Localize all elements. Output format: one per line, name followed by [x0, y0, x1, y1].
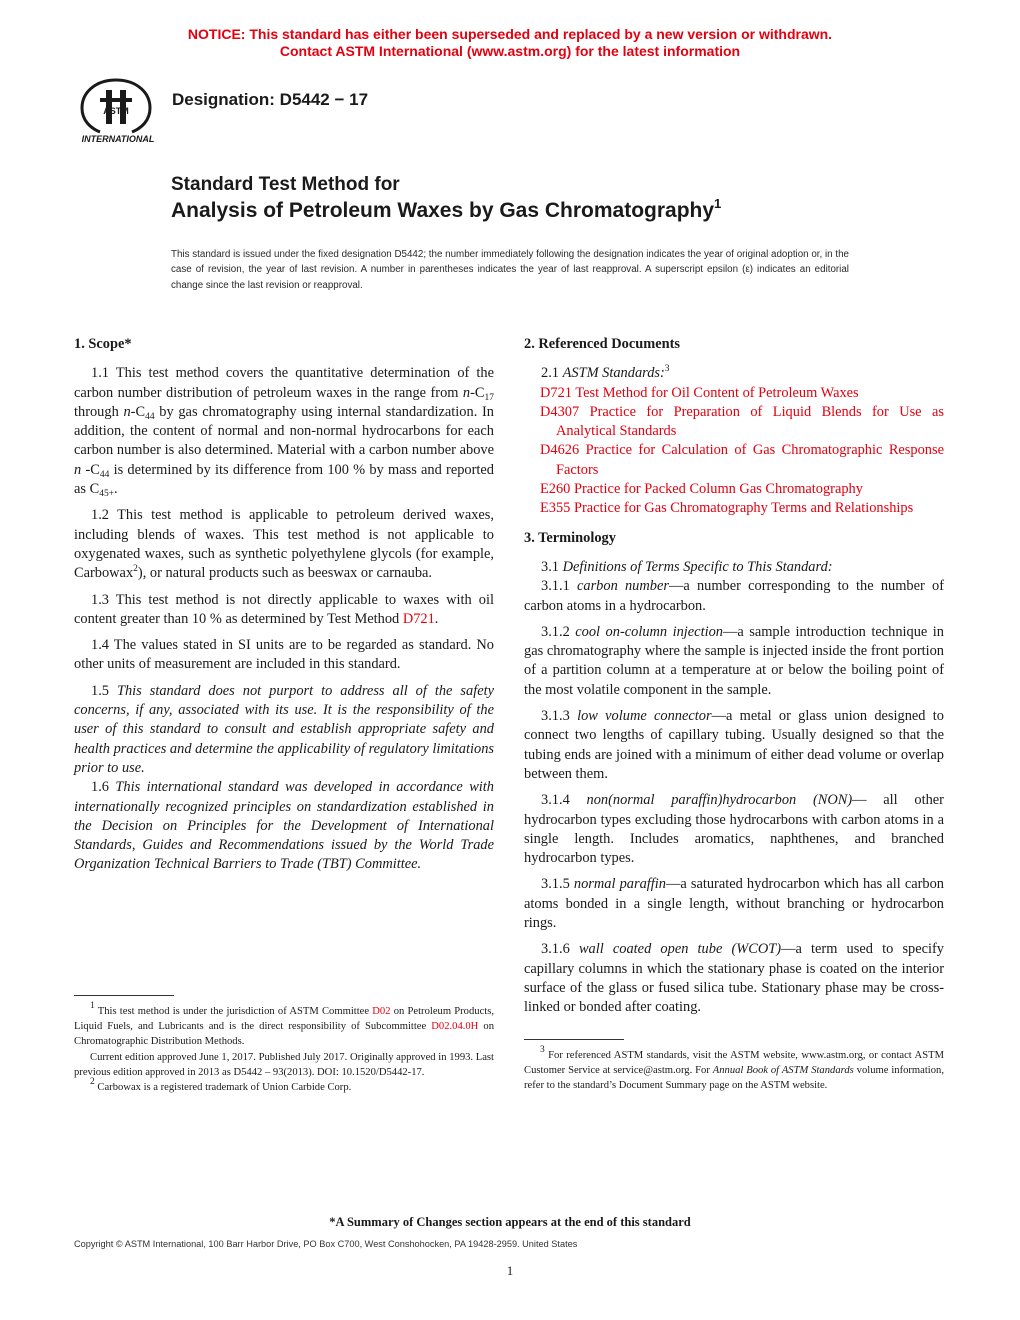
terminology-heading: 3. Terminology	[524, 529, 616, 546]
notice-banner	[0, 26, 1020, 60]
right-column	[524, 335, 944, 1018]
footnote-1-edition: Current edition approved June 1, 2017. Published July 2017. Originally approved in 1993. Last previous edition approved in 2013 as D5442 – 93(2013). DOI: 10.1520/D5442-17.	[74, 1051, 494, 1078]
logo-text: ASTM	[103, 106, 129, 116]
reference-item[interactable]: E260 Practice for Packed Column Gas Chromatography	[540, 481, 863, 498]
footnotes-right	[524, 1045, 944, 1094]
term-3-1-6: 3.1.6 wall coated open tube (WCOT)—a term used to specify capillary columns in which the stationary phase is coated on the interior surface of the glass or fused silica tube. Stationary phase may be cross-linked or bonded after coating.	[524, 941, 945, 1016]
logo-subtext: INTERNATIONAL	[81, 134, 155, 144]
title-line-1: Standard Test Method for	[171, 174, 400, 195]
scope-heading: 1. Scope*	[74, 336, 132, 352]
footnote-1: $^1$ This test method is under the jurisdiction of ASTM Committee D02 on Petroleum Products, Liquid Fuels, and Lubricants and is the direct responsibility of Subcommittee D02.04.0H on Chromatographic Distribution Methods.	[74, 1001, 494, 1048]
term-3-1-4: 3.1.4 non(normal paraffin)hydrocarbon (NON)— all other hydrocarbon types excluding those hydrocarbons with carbon atoms in a single length. Includes aromatics, naphthenes, and branched hydrocarbon types.	[524, 792, 944, 867]
copyright: Copyright © ASTM International, 100 Barr Harbor Drive, PO Box C700, West Conshohocken, PA 19428-2959. United States	[74, 1239, 578, 1249]
astm-standards-subheading: 2.1 ASTM Standards:$^3$	[541, 364, 670, 382]
term-3-1-3: 3.1.3 low volume connector—a metal or glass union designed to connect two lengths of capillary tubing. Usually designed so that the tubing ends are joined with a minimum of either dead volume or overlap between them.	[524, 708, 944, 782]
footnote-rule-right	[524, 1039, 624, 1040]
link-d721[interactable]: D721	[402, 610, 435, 627]
intro-paragraph: This standard is issued under the fixed designation D5442; the number immediately following the designation indicates the year of original adoption or, in the case of revision, the year of last revision. A number in parentheses indicates the year of last reapproval. A superscript epsilon (ε) indicates an editorial change since the last revision or reapproval.	[171, 249, 849, 291]
para-1-1: 1.1 This test method covers the quantitative determination of the carbon number distribution of petroleum waxes in the range from $n-C_{17}$ through $n-C_{44}$ by gas chromatography using internal standardization. In addition, the content of normal and non-normal hydrocarbons for each carbon number is also determined. Material with a carbon number above n $-C_{44}$ is determined by its difference from 100 % by mass and reported as $C_{45+}$.	[74, 365, 494, 500]
reference-item[interactable]: D721 Test Method for Oil Content of Petroleum Waxes	[540, 384, 859, 401]
para-1-4: 1.4 The values stated in SI units are to be regarded as standard. No other units of measurement are included in this standard.	[74, 637, 494, 673]
para-1-3: 1.3 This test method is not directly applicable to waxes with oil content greater than 10 % as determined by Test Method D721.	[74, 591, 494, 627]
referenced-heading: 2. Referenced Documents	[524, 336, 680, 352]
ref-code: D4626	[540, 442, 580, 459]
term-3-1-1: 3.1.1 carbon number—a number corresponding to the number of carbon atoms in a hydrocarbon.	[524, 578, 944, 614]
page-number: 1	[506, 1264, 514, 1278]
notice-line-1: NOTICE: This standard has either been superseded and replaced by a new version or withdrawn.	[187, 26, 833, 42]
ref-code: D4307	[540, 403, 580, 420]
definitions-subheading: 3.1 Definitions of Terms Specific to This Standard:	[541, 558, 833, 575]
astm-logo	[70, 74, 162, 146]
title-footnote-mark[interactable]: 1	[714, 196, 722, 211]
link-d02-04-0h[interactable]: D02.04.0H	[431, 1021, 479, 1033]
summary-note: *A Summary of Changes section appears at the end of this standard	[329, 1215, 691, 1229]
designation: Designation: D5442 − 17	[172, 90, 369, 109]
footnote-3: $^3$ For referenced ASTM standards, visit the ASTM website, www.astm.org, or contact ASTM Customer Service at service@astm.org. For Annual Book of ASTM Standards volume information, refer to the standard’s Document Summary page on the ASTM website.	[524, 1045, 944, 1092]
para-1-5: 1.5 This standard does not purport to address all of the safety concerns, if any, associated with its use. It is the responsibility of the user of this standard to consult and establish appropriate safety and health practices and determine the applicability of regulatory limitations prior to use.	[74, 682, 494, 776]
reference-item[interactable]: D4307 Practice for Preparation of Liquid Blends for Use as Analytical Standards	[540, 403, 944, 440]
para-1-6: 1.6 This international standard was developed in accordance with internationally recognized principles on standardization established in the Decision on Principles for the Development of International Standards, Guides and Recommendations issued by the World Trade Organization Technical Barriers to Trade (TBT) Committee.	[74, 779, 494, 873]
footnotes-left	[74, 1001, 494, 1095]
reference-item[interactable]: D4626 Practice for Calculation of Gas Chromatographic Response Factors	[540, 442, 944, 478]
term-3-1-5: 3.1.5 normal paraffin—a saturated hydrocarbon which has all carbon atoms bonded in a single length, without branching or hydrocarbon rings.	[524, 876, 944, 932]
reference-list	[524, 384, 944, 519]
footnote-rule-left	[74, 995, 174, 996]
ref-code: D721	[540, 384, 572, 401]
reference-item[interactable]: E355 Practice for Gas Chromatography Terms and Relationships	[540, 500, 914, 517]
left-column	[74, 335, 494, 875]
link-d02[interactable]: D02	[372, 1006, 391, 1017]
term-3-1-2: 3.1.2 cool on-column injection—a sample introduction technique in gas chromatography where the sample is injected inside the front portion of a partition column at a temperature at or below the boiling point of the most volatile component in the sample.	[524, 623, 944, 698]
ref-code: E355	[540, 500, 571, 517]
ref-code: E260	[540, 481, 571, 498]
title-line-2	[171, 196, 722, 223]
footnote-2: $^2$ Carbowax is a registered trademark of Union Carbide Corp.	[90, 1077, 352, 1094]
notice-line-2: Contact ASTM International (www.astm.org) for the latest information	[279, 43, 741, 59]
title-main: Analysis of Petroleum Waxes by Gas Chromatography	[171, 199, 715, 222]
para-1-2: 1.2 This test method is applicable to petroleum derived waxes, including blends of waxes. This test method is not applicable to oxygenated waxes, such as synthetic polyethylene glycols (for example, Carbowax$^2$), or natural products such as beeswax or carnauba.	[74, 507, 494, 582]
